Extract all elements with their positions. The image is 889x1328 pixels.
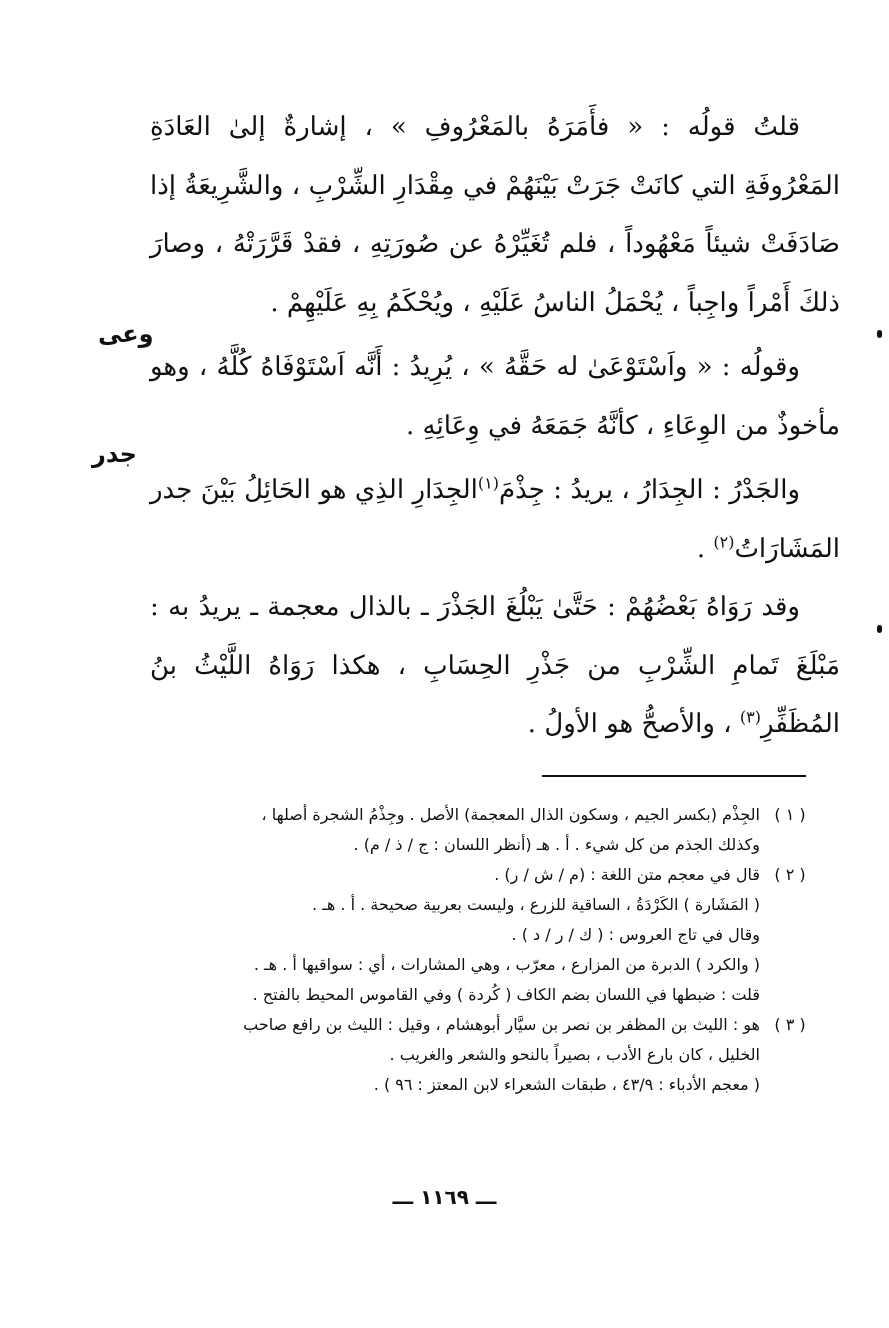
footnote-ref-1[interactable]: (١) — [477, 473, 499, 493]
footnote-number: ( ١ ) — [774, 805, 806, 824]
footnote-line: الخليل ، كان بارع الأدب ، بصيراً بالنحو والشعر والغريب . — [389, 1045, 760, 1064]
main-text — [150, 98, 840, 754]
footnote-line: وكذلك الجذم من كل شيء . أ . هـ (أنظر اللسان : ج / ذ / م) . — [353, 835, 760, 854]
footnote-1 — [130, 800, 815, 860]
footnote-number: ( ٣ ) — [774, 1015, 806, 1034]
paragraph-3-text-b: الجِدَارِ الذِي هو الحَائِلُ بَيْنَ جدر المَشَارَاتُ — [150, 475, 840, 564]
footnote-3 — [130, 1010, 815, 1100]
footnote-number: ( ٢ ) — [774, 865, 806, 884]
footnote-ref-3[interactable]: (٣) — [739, 707, 761, 727]
margin-keyword-wa-ay: وعى — [98, 320, 154, 348]
footnote-line: هو : الليث بن المظفر بن نصر بن سيَّار أبوهشام ، وقيل : الليث بن رافع صاحب — [243, 1015, 760, 1034]
footnote-line: قلت : ضبطها في اللسان بضم الكاف ( كُردة ) وفي القاموس المحيط بالفتح . — [252, 985, 760, 1004]
paragraph-3-text-a: والجَدْرُ : الجِدَارُ ، يريدُ : جِذْمَ — [498, 475, 800, 505]
footnote-line: ( والكرد ) الدبرة من المزارع ، معرّب ، وهي المشارات ، أي : سواقيها أ . هـ . — [253, 955, 760, 974]
margin-keyword-jadr: جدر — [92, 440, 137, 468]
footnote-2 — [130, 860, 815, 1010]
footnotes — [130, 800, 815, 1100]
paragraph-3-text-c: . — [696, 533, 714, 564]
footnote-ref-2[interactable]: (٢) — [713, 531, 735, 551]
footnote-line: الجِذْم (بكسر الجيم ، وسكون الذال المعجمة) الأصل . وجِذْمُ الشجرة أصلها ، — [261, 805, 760, 824]
footnote-line: ( معجم الأدباء : ٤٣/٩ ، طبقات الشعراء لابن المعتز : ٩٦ ) . — [373, 1075, 760, 1094]
page-number: ـــ ١١٦٩ ـــ — [392, 1185, 497, 1209]
paragraph-2: وقولُه : « واَسْتَوْعَىٰ له حَقَّهُ » ، يُرِيدُ : أَنَّه اَسْتَوْفَاهُ كُلَّهُ ، وهو مأخوذٌ من الوِعَاءِ ، كأنَّهُ جَمَعَهُ في وِعَائِهِ . — [150, 352, 840, 441]
paragraph-4-text-b: ، والأصحُّ هو الأولُ . — [527, 709, 740, 739]
paragraph-1: قلتُ قولُه : « فأَمَرَهُ بالمَعْرُوفِ » ، إشارةٌ إلىٰ العَادَةِ المَعْرُوفَةِ التي كانَتْ جَرَتْ بَيْنَهُمْ في مِقْدَارِ الشِّرْبِ ، والشَّرِيعَةُ إذا صَادَفَتْ شيئاً مَعْهُوداً ، فلم تُغَيِّرْهُ عن صُورَتِهِ ، فقدْ قَرَّرَتْهُ ، وصارَ ذلكَ أَمْراً واجِباً ، يُحْمَلُ الناسُ عَلَيْهِ ، ويُحْكَمُ بِهِ عَلَيْهِمْ . — [150, 112, 840, 318]
paragraph-4 — [150, 578, 840, 754]
paragraph-4-text-a: وقد رَوَاهُ بَعْضُهُمْ : حَتَّىٰ يَبْلُغَ الجَذْرَ ـ بالذال معجمة ـ يريدُ به : مَبْلَغَ تَمامِ الشِّرْبِ من جَذْرِ الحِسَابِ ، هكذا رَوَاهُ اللَّيْثُ بنُ المُظَفِّرِ — [150, 592, 840, 739]
footnote-line: وقال في تاج العروس : ( ك / ر / د ) . — [511, 925, 760, 944]
footnote-line: قال في معجم متن اللغة : (م / ش / ر) . — [494, 865, 760, 884]
margin-dot — [877, 625, 882, 633]
footnote-line: ( المَشَارة ) الكَرْدَةُ ، الساقية للزرع ، وليست بعربية صحيحة . أ . هـ . — [312, 895, 760, 914]
footnote-separator — [542, 775, 806, 777]
margin-dot — [877, 330, 882, 338]
paragraph-3 — [150, 461, 840, 578]
